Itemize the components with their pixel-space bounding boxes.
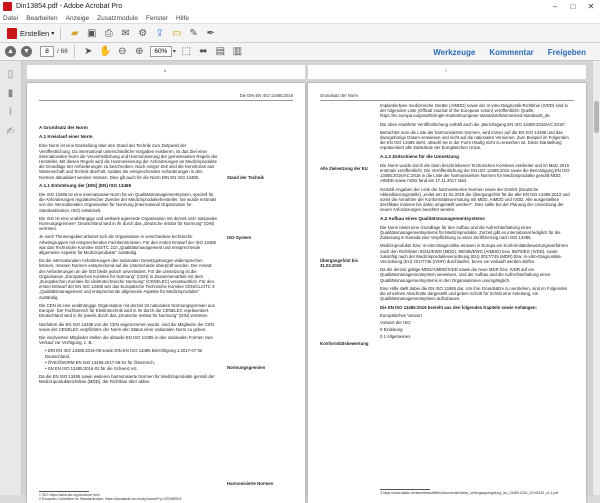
paragraph: Medizinprodukte bzw. In-vitro-Diagnostika müssen in Europa ein Konformitätsbewertungsverfahren nach den Richtlinien 93/42/EWG (MDD), 90/385/EWG (AIMDD) bzw. 98/79/EG (IVDD), sowie zukünftig nach der Medizinprodukteverordnung (EU) 2017/745 (MDR) bzw. In-vitro-Diagnostika-Verordnung (EU) 2017/746 (IVDR) durchlaufen, bevor sie verkauft werden dürfen. [380, 243, 568, 265]
paragraph: Die CEN ist eine unabhängige Organisation mit derzeit 34 nationalen Normungsgremien aus Europa². Der Fachbereich für Elektrotechnik wird in ihr durch die CENELEC repräsentiert. Deutschland wird in ihr jeweils durch das „Deutsche Institut für Normung“ (DIN) vertreten. [39, 302, 215, 319]
highlight-icon[interactable]: ✎ [189, 27, 198, 39]
menu-fenster[interactable]: Fenster [145, 14, 169, 22]
zoom-in-icon[interactable]: ⊕ [135, 46, 144, 57]
page-total: / 66 [57, 48, 68, 55]
page-number-input[interactable]: 8 [40, 46, 54, 57]
margin-label: Normungsgremien [227, 365, 266, 370]
section-heading: A.1 Kreislauf einer Norm [39, 134, 93, 140]
fit-page-icon[interactable]: ⬚ [181, 46, 192, 57]
paragraph: Da die internationalen Anforderungen den nationalen Gesetzgebungen widersprechen können, müssen Normen entsprechend auf die Unterschiede überprüft werden. Der Ansatz der Anforderungen an die ISO bleibt jedoch unverändert. Für die Umsetzung ist die Organisation „Europäisches Komitee für Normung“ (CEN) in Zusammenarbeit mit dem „Europäischen Komitee für elektrotechnische Normung“ (CENELEC) verantwortlich. Für den ersten Entwurf der EN ISO 13485 war das Europäische Technische Komitee CEN/CLC/TC 3 „Qualitätsmanagement und entsprechende allgemeine Aspekte für Medizinprodukte“ zuständig. [39, 258, 215, 300]
bullet-item: • SN EN ISO 13485:2016-03 für die Schweiz etc. [45, 365, 138, 371]
margin-label: Alle Zielsetzung der EU [320, 166, 368, 171]
footnote: 2 European Committee for Standardization: https://standards.cen.eu/dyn/www/f?p=CENWEB:5 [39, 497, 182, 501]
paragraph: Die Norm bietet eine Grundlage für den Aufbau und die Aufrechterhaltung eines Qualitätsmanagementsystems für Medizinprodukte. Zurzeit gibt es international lediglich für die Zulassung in Kanada eine Verpflichtung zu einer Zertifizierung nach ISO 13485. [380, 224, 561, 241]
sign-icon[interactable]: ✒ [206, 27, 215, 39]
tab-werkzeuge[interactable]: Werkzeuge [433, 47, 476, 57]
read-mode-icon[interactable]: ▤ [215, 46, 226, 57]
vertical-scrollbar[interactable] [592, 61, 600, 495]
margin-label: Harmonisierte Normen [227, 481, 274, 486]
paragraph: Die EN ISO 13485:2016 besteht aus den folgenden Kapiteln sowie Anhängen: [380, 304, 537, 310]
paragraph: Nachdem die EN ISO 13485 von der CEN angenommen wurde, sind die Mitglieder der CEN sowie der CENELEC verpflichtet, der Norm den Status einer nationalen Norm zu geben. [39, 321, 215, 332]
menu-zusatzmodule[interactable]: Zusatzmodule [97, 14, 138, 22]
task-panel-tabs [433, 43, 600, 61]
bookmarks-icon[interactable]: ▮ [7, 87, 14, 99]
signatures-icon[interactable]: ✍ [6, 125, 15, 137]
paragraph: Je nach Themengebiet arbeitet sich die Organisation in verschiedene technische Arbeitsgruppen mit entsprechenden Fachkenntnissen. Für den ersten Entwurf der ISO 13485 war das Technische Komitee ISO/TC 210 „Qualitätsmanagement und entsprechende allgemeine Aspekte für Medizinprodukte“ zuständig. [39, 234, 216, 256]
hand-tool-icon[interactable]: ✋ [99, 46, 112, 57]
select-cursor-icon[interactable]: ➤ [84, 46, 93, 57]
comment-icon[interactable]: ▭ [171, 27, 182, 39]
menu-hilfe[interactable]: Hilfe [176, 14, 190, 22]
window-title: Din13854.pdf - Adobe Acrobat Pro [16, 3, 123, 10]
zoom-level-input[interactable]: 60% [150, 46, 172, 57]
menu-anzeige[interactable]: Anzeige [65, 14, 90, 22]
margin-label: ISO-System [227, 235, 252, 240]
navigation-toolbar [0, 43, 600, 61]
print-icon[interactable]: ⎙ [104, 27, 113, 39]
save-icon[interactable]: ▣ [86, 27, 97, 39]
header-rule [39, 100, 293, 101]
title-bar [0, 0, 600, 13]
list-item: 0.1 Allgemeines [380, 334, 411, 340]
page-header: Grundsatz der Norm [320, 93, 358, 98]
bullet-item: • DIN EN ISO 13485:2016-08 sowie DIN EN ISO 13485 Berichtigung 1:2017-07 für Deutschland, [45, 348, 203, 359]
next-page-icon[interactable]: ▼ [21, 46, 32, 57]
paragraph: Die ISO 13485 ist eine internationale Norm für ein Qualitätsmanagementsystem, speziell für die Anforderungen regulatorischer Zwecke der Medizinproduktehersteller. Sie wurde erstmals von der Internationalen Organisation für Normung (International Organization for Standardization, ISO) entwickelt. [39, 192, 217, 213]
paragraph: Eine Norm ist eine Darstellung über den Stand der Technik zum Zeitpunkt der Veröffentlichung. Da international unterschiedliche Vorgaben existieren, ist das Ziel einer internationalen Norm die Vereinheitlichung und Harmonisierung der gemeinsamen Regeln der Hersteller. Mit diesen Regeln wird die Harmonisierung der Anforderungen an Medizinprodukte als Grundlage der Anforderungen zu beschreiben. Nach einiger Zeit sind die Kenntnisse aus Wissenschaft und Technik überholt, sodass die entsprechenden Anforderungen in den Normen aktualisiert werden müssen. Dies gilt auch für die Norm DIN EN ISO 13485. [39, 143, 218, 180]
menu-bearbeiten[interactable]: Bearbeiten [26, 14, 58, 22]
paragraph: Die Norm wurde durch die oben beschriebenen Technischen Komitees erarbeitet und im März 2016 erstmals veröffentlicht. Die Veröffentlichung der EN ISO 13485:2016 sowie die Berichtigung EN ISO 13485:2016/AC:2016 in die Liste der harmonisierten Normen für Medizinprodukte gemäß MDD, AIMDD sowie IVDD fand am 17.11.2017 statt. [380, 162, 570, 184]
section-heading: A.2 Aufbau eines Qualitätsmanagementsystems [380, 215, 485, 221]
settings-gear-icon[interactable]: ⚙ [138, 27, 148, 39]
tab-freigeben[interactable]: Freigeben [547, 47, 586, 57]
open-folder-icon[interactable]: ▰ [70, 27, 79, 39]
page-body-right [380, 103, 574, 342]
close-button[interactable]: ✕ [587, 2, 595, 11]
header-rule [320, 100, 574, 101]
section-heading: A Grundsatz der Norm [39, 125, 88, 130]
create-pdf-icon [7, 28, 17, 39]
menu-datei[interactable]: Datei [3, 14, 19, 22]
email-icon[interactable]: ✉ [121, 27, 130, 39]
minimize-button[interactable]: – [552, 2, 558, 11]
fit-width-icon[interactable]: ⬌ [199, 46, 208, 57]
navigation-pane [0, 61, 22, 495]
acrobat-app-icon [3, 2, 12, 11]
main-toolbar [0, 24, 600, 43]
create-button-label: Erstellen [20, 28, 50, 38]
pdf-page-left [27, 83, 305, 503]
margin-label: Übergangsfrist bis 31.03.2019 [320, 258, 358, 268]
paragraph: Da die EN ISO 13485 sowie weiteren harmonisierte Normen für Medizinprodukte gemäß der Medizinprodukterichtlinie (MDD), der Richtlinie über aktive [39, 374, 215, 385]
footnote-rule [39, 491, 89, 492]
previous-page-left: 6 [27, 65, 305, 79]
list-item: Europäisches Vorwort [380, 312, 422, 318]
paragraph: Implantierbare medizinische Geräte (AIMDD) sowie der In-vitro-Diagnostik-Richtlinie (IVDD) sind in der folgenden Liste (Official Journal of the European Union) veröffentlicht: Quelle: https://ec.europa.eu/growth/single-market/european-standards/harmonised-standards_de [380, 103, 568, 119]
margin-label: Stand der Technik [227, 175, 264, 180]
list-item: 0 Einleitung [380, 327, 403, 333]
toolbar-divider [60, 27, 61, 40]
paragraph: Die ISO ist eine unabhängige und weltweit agierende Organisation mit derzeit 161¹ nationalen Normungsgremien². Deutschland wird in ihr durch das „Deutsche Institut für Normung“ (DIN) vertreten. [39, 215, 218, 232]
paragraph: Die involvierten Mitglieder stellen die aktuelle EN ISO 13485 in den nationalen Formen zum Verkauf zur Verfügung, z. B.: [39, 334, 213, 346]
maximize-button[interactable]: □ [570, 2, 576, 11]
footnote: 1 ISO: https://www.iso.org/structure.html [39, 493, 100, 497]
page-header: Die DIN EN ISO 13485:2016 [239, 93, 293, 98]
footnote: 3 https://www.dakks.de/sites/default/files/dokumente/dakks_uebergangsregelung_iso_13485-2016_20180116_v1.1.pdf [380, 491, 559, 495]
tab-kommentar[interactable]: Kommentar [489, 47, 534, 57]
zoom-out-icon[interactable]: ⊖ [118, 46, 127, 57]
section-heading: A.1.2 Zeitschiene für die Umsetzung [380, 153, 459, 159]
paragraph: Gemäß Angaben der Liste der harmonisierten Normen sowie der DAkkS (Deutsche Akkreditierungsstelle) „endet am 31.03.2019 die Übergangsfrist für die alte EN ISO 13485:2012 und somit die Annahme der Konformitätsvermutung mit MDD, AIMDD und IVDD. Alle ausgestellten Zertifikate müssen bis dahin umgestellt werden³“. Dies sollte bei der Planung der Umsetzung der neuen Anforderungen beachtet werden. [380, 186, 570, 213]
attachments-icon[interactable]: ⌇ [8, 106, 13, 118]
page-thumbnails-icon[interactable]: ▯ [7, 68, 14, 80]
chevron-down-icon: ▾ [51, 30, 55, 37]
paragraph: Betrachtet man die Liste der harmonisierten Normen, wird immer auf die EN ISO 13485 und das dazugehörige Datum verwiesen und nicht auf die nationalen Versionen. Zum Beispiel im Folgenden die EN ISO 13485 steht, obwohl sie in der Form Häufig nicht zu erwerben ist. Diese Darstellung repräsentiert alle Zielstände der Europäischen Union. [380, 129, 569, 151]
list-item: Vorwort der ISO [380, 319, 411, 325]
create-button[interactable] [4, 26, 57, 41]
paragraph: Da die derzeit gültige MDD/AIMDD/IVDD sowie die neue MDR bzw. IVDR auf ein Qualitätsmanagementsystem verweisen, sind der Aufbau und die Aufrechterhaltung eines Qualitätsmanagementsystems in den Organisationen unumgänglich. [380, 267, 551, 283]
previous-page-icon[interactable]: ▲ [5, 46, 16, 57]
paragraph: Eine Hilfe stellt dabei die EN ISO 13485 dar. Um ihre Grundsätze zu verstehen, sind im Folgenden die einzelnen Abschnitte dargestellt und geben Schritt für Schritt eine Anleitung, ein Qualitätsmanagementsystem aufzubauen. [380, 285, 568, 302]
section-heading: A.1.1 Entstehung der [DIN] (EN) ISO 13485 [39, 182, 132, 188]
margin-label: Konformitätsbewertung [320, 341, 369, 346]
document-viewport[interactable] [22, 61, 592, 501]
page-body-left [39, 123, 219, 388]
footnotes [380, 491, 574, 495]
zoom-dropdown-icon[interactable]: ▾ [172, 49, 176, 55]
menu-bar [0, 13, 600, 24]
footnote-rule [380, 489, 430, 490]
previous-page-right: 7 [308, 65, 586, 79]
scrollbar-thumb[interactable] [594, 101, 599, 133]
footnotes [39, 493, 219, 501]
pdf-page-right [308, 83, 586, 503]
bullet-item: • ÖVE/ÖNORM EN ISO 13485:2017-06-01 für Österreich, [45, 359, 155, 365]
toolbar-divider [74, 45, 75, 58]
paragraph: Die oben erwähnte Veröffentlichung enthält auch die „Berichtigung EN ISO 13485:2016/AC:2016“. [380, 121, 567, 127]
upload-icon[interactable]: ⇪ [155, 27, 164, 39]
page-layout-icon[interactable]: ▥ [232, 46, 243, 57]
